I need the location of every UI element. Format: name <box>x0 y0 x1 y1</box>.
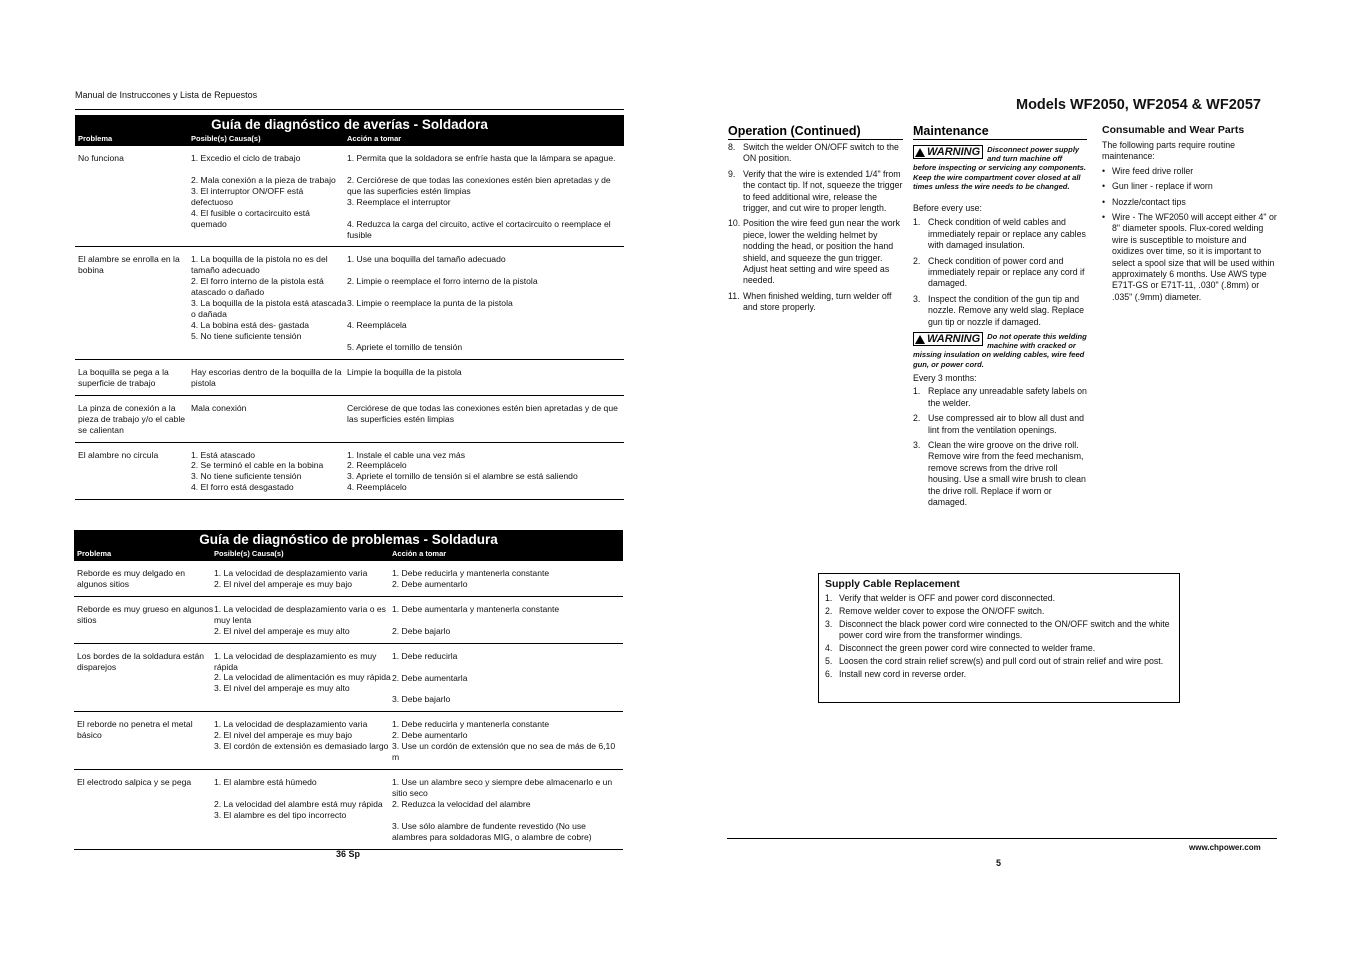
maintenance-list-1 <box>913 217 1087 328</box>
table-body <box>75 146 624 500</box>
item-text: Verify that the wire is extended 1/4" from the contact tip. If not, squeeze the trigger to feed additional wire, release the trigger, and cut wire to proper length. <box>743 168 903 214</box>
action-item: 1. Debe aumentarla y mantenerla constante <box>392 603 560 614</box>
cause-item: 2. El nivel del amperaje es muy bajo <box>214 578 353 589</box>
action-item: 1. Instale el cable una vez más <box>347 449 465 460</box>
cause-item: 3. El interruptor ON/OFF está defectuoso <box>191 185 304 207</box>
item-text: Disconnect the black power cord wire connected to the ON/OFF switch and the white power cord wire from the transformer windings. <box>839 619 1170 640</box>
warning-badge <box>913 145 983 159</box>
list-item <box>913 413 1087 436</box>
item-number: 2. <box>913 255 921 266</box>
cell-causes <box>191 153 347 240</box>
supply-cable-box <box>818 573 1180 703</box>
footer-rule <box>727 838 1277 839</box>
item-number: 4. <box>825 642 833 653</box>
cell-actions <box>347 367 621 389</box>
cause-item: 2. Se terminó el cable en la bobina <box>191 460 324 471</box>
cell-causes <box>214 777 392 843</box>
problem-text: No funciona <box>78 153 124 163</box>
maintenance-list-2 <box>913 386 1087 508</box>
bullet-dot-icon: • <box>1102 212 1106 223</box>
bullet-dot-icon: • <box>1102 181 1106 192</box>
bullet-text: Wire - The WF2050 will accept either 4" or 8" diameter spools. Flux-cored welding wire is susceptible to moisture and oxidizes over time, so it is important to select a spool size that will be used within approximately 6 months. Use AWS type E71T-GS or E71T-11, .030" (.8mm) or .035" (.9mm) diameter. <box>1112 212 1277 302</box>
problem-text: El alambre se enrolla en la bobina <box>78 254 180 276</box>
cause-item <box>191 164 347 175</box>
column-problem: Problema <box>78 134 113 143</box>
item-number: 1. <box>825 593 833 603</box>
action-item <box>392 810 620 821</box>
action-item: 4. Reemplácela <box>347 320 407 331</box>
item-number: 1. <box>913 386 921 397</box>
item-number: 3. <box>913 439 921 450</box>
action-item <box>347 309 621 320</box>
cause-item: 3. No tiene suficiente tensión <box>191 471 302 482</box>
cause-item: 2. Mala conexión a la pieza de trabajo <box>191 174 336 185</box>
cell-problem <box>77 604 214 637</box>
cell-causes <box>191 367 347 389</box>
action-item: 2. Debe aumentarlo <box>392 578 468 589</box>
models-title: Models WF2050, WF2054 & WF2057 <box>1016 97 1261 113</box>
warning-text: Do not operate this welding machine with cracked or missing insulation on welding cables, wire feed gun, or power cord. <box>913 332 1087 369</box>
cell-problem <box>78 153 191 240</box>
action-item <box>347 164 621 175</box>
item-text: Install new cord in reverse order. <box>839 668 967 679</box>
table-row <box>75 443 624 501</box>
item-number: 6. <box>825 668 833 679</box>
cell-causes <box>191 254 347 353</box>
table-row <box>75 360 624 396</box>
cell-problem <box>78 367 191 389</box>
action-item: 1. Use un alambre seco y siempre debe almacenarlo e un sitio seco <box>392 776 613 798</box>
cause-item: 1. Está atascado <box>191 449 256 460</box>
cell-actions <box>392 651 620 706</box>
supply-list <box>825 593 1173 679</box>
cell-actions <box>347 254 621 353</box>
warning-insulation <box>913 332 1087 369</box>
cause-item: 3. El alambre es del tipo incorrecto <box>214 809 347 820</box>
action-item: 2. Cerciórese de que todas las conexiones estén bien apretadas y de que las superficies estén limpias <box>347 174 611 196</box>
list-item <box>728 291 903 314</box>
item-number: 5. <box>825 655 833 666</box>
list-item <box>825 656 1173 667</box>
item-text: Disconnect the green power cord wire connected to welder frame. <box>839 642 1096 653</box>
table-header <box>74 530 623 561</box>
action-item: 1. Permita que la soldadora se enfríe hasta que la lámpara se apague. <box>347 153 616 163</box>
list-item <box>913 440 1087 508</box>
cell-problem <box>78 450 191 494</box>
page-number-right: 5 <box>996 858 1002 868</box>
table-title: Guía de diagnóstico de problemas - Soldadura <box>199 532 498 547</box>
item-number: 8. <box>728 142 736 152</box>
cause-item: 2. El forro interno de la pistola está atascado o dañado <box>191 276 324 298</box>
action-item <box>392 683 620 694</box>
action-item: 2. Debe bajarlo <box>392 625 451 636</box>
list-item <box>825 593 1173 604</box>
action-item: 2. Debe aumentarlo <box>392 730 468 741</box>
bullet-item <box>1102 166 1278 177</box>
header-rule <box>75 109 624 110</box>
action-item <box>347 265 621 276</box>
troubleshooting-table-welding <box>74 530 623 850</box>
action-item <box>392 662 620 673</box>
item-text: Remove welder cover to expose the ON/OFF switch. <box>839 606 1045 617</box>
bullet-item <box>1102 197 1278 208</box>
warning-triangle-icon <box>915 148 925 157</box>
cell-actions <box>392 777 620 843</box>
cause-item: 3. El cordón de extensión es demasiado largo <box>214 741 389 752</box>
item-text: Clean the wire groove on the drive roll. Remove wire from the feed mechanism, remove screws from the drive roll housing. Use a small wire brush to clean the drive roll. Replace if worn or damaged. <box>928 439 1086 507</box>
column-causes: Posible(s) Causa(s) <box>191 134 261 143</box>
consumable-intro: The following parts require routine maintenance: <box>1102 140 1236 162</box>
troubleshooting-table-welder <box>75 115 624 500</box>
table-body <box>74 561 623 850</box>
cause-item: 5. No tiene suficiente tensión <box>191 330 302 341</box>
cell-problem <box>77 777 214 843</box>
problem-text: Reborde es muy grueso en algunos sitios <box>77 603 214 625</box>
item-text: Replace any unreadable safety labels on the welder. <box>928 386 1087 408</box>
cell-actions <box>347 403 621 436</box>
bullet-dot-icon: • <box>1102 165 1106 176</box>
bullet-text: Gun liner - replace if worn <box>1112 181 1213 192</box>
cause-item: 2. La velocidad del alambre está muy rápida <box>214 798 383 809</box>
item-number: 3. <box>825 619 833 630</box>
action-item: 1. Debe reducirla y mantenerla constante <box>392 719 550 730</box>
table-row <box>75 146 624 247</box>
action-item: 2. Reduzca la velocidad del alambre <box>392 798 531 809</box>
table-row <box>74 770 623 850</box>
bullet-text: Nozzle/contact tips <box>1112 196 1186 207</box>
warning-badge <box>913 332 983 346</box>
list-item <box>728 142 903 165</box>
table-row <box>74 712 623 770</box>
maintenance-heading: Maintenance <box>913 124 1087 140</box>
table-row <box>74 597 623 644</box>
item-text: Use compressed air to blow all dust and lint from the ventilation openings. <box>928 413 1084 435</box>
cause-item: 2. El nivel del amperaje es muy bajo <box>214 730 353 741</box>
problem-text: El alambre no circula <box>78 449 159 460</box>
consumable-section <box>1102 124 1278 307</box>
action-item: 3. Use sólo alambre de fundente revestido (No use alambres para soldadoras MIG, o alambre de cobre) <box>392 820 592 842</box>
cell-actions <box>392 568 620 590</box>
action-item: 1. Use una boquilla del tamaño adecuado <box>347 254 506 265</box>
action-item: 2. Reemplácelo <box>347 460 407 471</box>
list-item <box>825 606 1173 617</box>
column-problem: Problema <box>77 549 112 558</box>
warning-text: Disconnect power supply and turn machine off before inspecting or servicing any components. Keep the wire compartment cover closed at all times unless the wire needs to be changed. <box>913 145 1087 191</box>
column-actions: Acción a tomar <box>347 134 402 143</box>
item-text: When finished welding, turn welder off and store properly. <box>743 290 892 313</box>
cell-problem <box>77 568 214 590</box>
item-number: 3. <box>913 293 921 304</box>
list-item <box>728 218 903 286</box>
list-item <box>825 619 1173 640</box>
action-item: 3. Apriete el tornillo de tensión si el alambre se está saliendo <box>347 471 578 482</box>
item-number: 9. <box>728 168 736 179</box>
problem-text: La boquilla se pega a la superficie de trabajo <box>78 366 169 388</box>
action-item <box>347 287 621 298</box>
action-item: 3. Use un cordón de extensión que no sea de más de 6,10 m <box>392 741 616 763</box>
cell-problem <box>77 651 214 706</box>
item-text: Check condition of weld cables and immediately repair or replace any cables with damaged insulation. <box>928 217 1086 251</box>
every-3-months-label: Every 3 months: <box>913 372 977 383</box>
cell-causes <box>214 719 392 763</box>
cause-item <box>214 788 392 799</box>
cell-problem <box>78 254 191 353</box>
cell-causes <box>214 568 392 590</box>
problem-text: La pinza de conexión a la pieza de trabajo y/o el cable se calientan <box>78 402 186 435</box>
consumable-heading: Consumable and Wear Parts <box>1102 124 1245 136</box>
list-item <box>825 643 1173 654</box>
cell-actions <box>392 719 620 763</box>
action-item: Limpie la boquilla de la pistola <box>347 366 462 377</box>
list-item <box>913 256 1087 290</box>
column-causes: Posible(s) Causa(s) <box>214 549 284 558</box>
item-number: 2. <box>825 606 833 617</box>
page-number-left: 36 Sp <box>336 849 361 859</box>
action-item: 3. Reemplace el interruptor <box>347 196 451 207</box>
cause-item: 4. El forro está desgastado <box>191 482 294 493</box>
cause-item: 4. El fusible o cortacircuito está quemado <box>191 207 310 229</box>
warning-triangle-icon <box>915 335 925 344</box>
bullet-item <box>1102 181 1278 192</box>
cause-item: Hay escorias dentro de la boquilla de la pistola <box>191 366 342 388</box>
bullet-item <box>1102 212 1278 303</box>
cause-item: 2. La velocidad de alimentación es muy rápida <box>214 672 391 683</box>
problem-text: El reborde no penetra el metal básico <box>77 719 193 741</box>
list-item <box>913 386 1087 409</box>
table-row <box>74 561 623 597</box>
table-row <box>75 247 624 360</box>
list-item <box>913 217 1087 251</box>
list-item <box>728 169 903 215</box>
table-columns <box>75 133 624 146</box>
cell-actions <box>347 153 621 240</box>
item-text: Loosen the cord strain relief screw(s) and pull cord out of strain relief and wire post. <box>839 655 1164 666</box>
maintenance-section <box>913 124 1087 512</box>
operation-heading: Operation (Continued) <box>728 124 903 140</box>
cell-problem <box>78 403 191 436</box>
table-row <box>74 644 623 713</box>
column-actions: Acción a tomar <box>392 549 447 558</box>
action-item: 2. Limpie o reemplace el forro interno de la pistola <box>347 276 538 287</box>
warning-label: WARNING <box>927 146 981 158</box>
action-item: Cerciórese de que todas las conexiones estén bien apretadas y de que las superficies estén limpias <box>347 402 618 424</box>
cause-item: 1. La velocidad de desplazamiento varia o es muy lenta <box>214 603 386 625</box>
cell-causes <box>191 450 347 494</box>
item-text: Inspect the condition of the gun tip and nozzle. Remove any weld slag. Replace gun tip or nozzle if damaged. <box>928 293 1084 327</box>
consumable-list <box>1102 166 1278 303</box>
operation-section <box>728 124 903 318</box>
action-item <box>347 208 621 219</box>
supply-heading: Supply Cable Replacement <box>825 578 960 590</box>
cause-item: 1. La boquilla de la pistola no es del tamaño adecuado <box>191 254 328 276</box>
cause-item: 4. La bobina está des- gastada <box>191 319 310 330</box>
cell-actions <box>392 604 620 637</box>
action-item: 1. Debe reducirla <box>392 650 458 661</box>
item-number: 11. <box>728 290 740 301</box>
action-item: 3. Limpie o reemplace la punta de la pistola <box>347 298 513 309</box>
item-text: Check condition of power cord and immediately repair or replace any cord if damaged. <box>928 255 1085 289</box>
warning-label: WARNING <box>927 333 981 346</box>
operation-list <box>728 142 903 314</box>
action-item: 2. Debe aumentarla <box>392 672 468 683</box>
item-text: Switch the welder ON/OFF switch to the ON position. <box>743 142 899 164</box>
problem-text: Los bordes de la soldadura están disparejos <box>77 650 205 672</box>
cause-item: 1. La velocidad de desplazamiento es muy rápida <box>214 650 377 672</box>
action-item <box>392 615 620 626</box>
table-title: Guía de diagnóstico de averías - Soldadora <box>211 117 488 132</box>
footer-url: www.chpower.com <box>1189 843 1261 852</box>
item-number: 10. <box>728 218 741 229</box>
action-item: 4. Reemplácelo <box>347 482 407 493</box>
item-text: Verify that welder is OFF and power cord disconnected. <box>839 593 1056 603</box>
action-item: 1. Debe reducirla y mantenerla constante <box>392 568 550 578</box>
problem-text: Reborde es muy delgado en algunos sitios <box>77 568 185 589</box>
action-item: 5. Apriete el tornillo de tensión <box>347 342 463 353</box>
warning-disconnect <box>913 145 1087 191</box>
item-number: 2. <box>913 413 921 424</box>
action-item: 4. Reduzca la carga del circuito, active el cortacircuito o reemplace el fusible <box>347 218 611 240</box>
cause-item: Mala conexión <box>191 402 247 413</box>
bullet-dot-icon: • <box>1102 196 1106 207</box>
cause-item: 3. La boquilla de la pistola está atascada o dañada <box>191 298 347 319</box>
cell-problem <box>77 719 214 763</box>
cause-item: 1. La velocidad de desplazamiento varia <box>214 719 368 730</box>
action-item <box>347 331 621 342</box>
table-header <box>75 115 624 146</box>
item-text: Position the wire feed gun near the work piece, lower the welding helmet by nodding the head, or position the hand shield, and squeeze the gun trigger. Adjust heat setting and wire speed as needed. <box>743 218 900 286</box>
cause-item: 3. El nivel del amperaje es muy alto <box>214 683 350 694</box>
cell-causes <box>214 604 392 637</box>
cell-actions <box>347 450 621 494</box>
list-item <box>913 294 1087 328</box>
cause-item: 2. El nivel del amperaje es muy alto <box>214 625 350 636</box>
cell-causes <box>214 651 392 706</box>
before-use-label: Before every use: <box>913 203 982 214</box>
cause-item: 1. El alambre está húmedo <box>214 776 317 787</box>
cause-item: 1. Excedio el ciclo de trabajo <box>191 153 301 163</box>
cell-causes <box>191 403 347 436</box>
problem-text: El electrodo salpica y se pega <box>77 776 192 787</box>
manual-header: Manual de Instruccones y Lista de Repuestos <box>75 90 258 100</box>
list-item <box>825 669 1173 680</box>
table-row <box>75 396 624 443</box>
table-columns <box>74 548 623 561</box>
bullet-text: Wire feed drive roller <box>1112 165 1194 176</box>
cause-item: 1. La velocidad de desplazamiento varia <box>214 568 368 578</box>
action-item: 3. Debe bajarlo <box>392 694 451 705</box>
item-number: 1. <box>913 217 921 228</box>
